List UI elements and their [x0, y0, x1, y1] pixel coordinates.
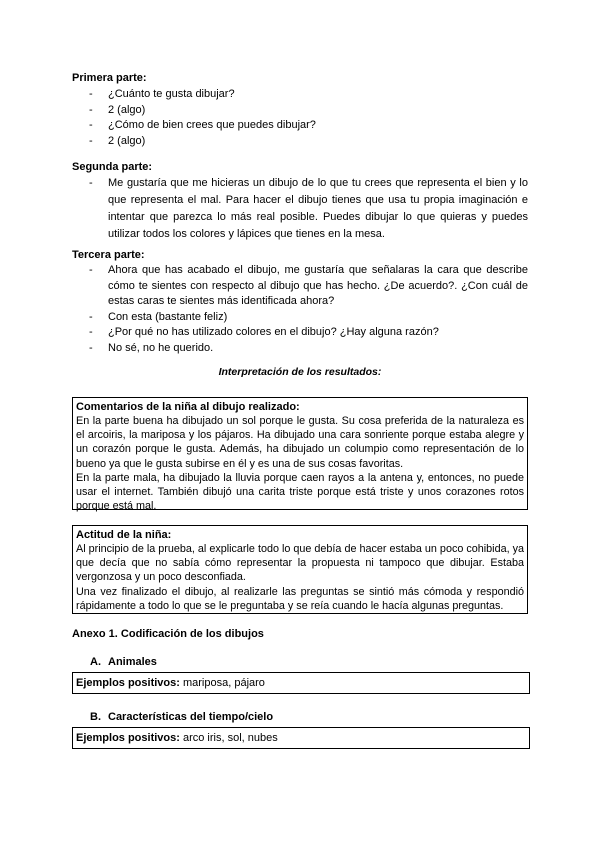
comentarios-title: Comentarios de la niña al dibujo realizado: [76, 401, 300, 413]
section-b-heading [90, 711, 273, 723]
comentarios-box [72, 397, 528, 513]
anexo-title: Anexo 1. Codificación de los dibujos [72, 628, 264, 640]
comentarios-paragraph-2: En la parte mala, ha dibujado la lluvia porque caen rayos a la antena y, entonces, no puede usar el internet. También dibujó una carita triste porque está triste y unos corazones rotos porque está mal. [76, 471, 524, 513]
primera-parte-list [72, 87, 528, 149]
list-item: - ¿Cómo de bien crees que puedes dibujar? [72, 118, 528, 134]
actitud-title: Actitud de la niña: [76, 529, 172, 541]
section-title: Características del tiempo/cielo [108, 711, 274, 723]
actitud-paragraph-2: Una vez finalizado el dibujo, al realizarle las preguntas se sintió más cómoda y respondió rápidamente a todo lo que se le preguntaba y se reía cuando le hacía algunas preguntas. [76, 585, 524, 612]
examples-value: mariposa, pájaro [179, 677, 265, 689]
list-item: - 2 (algo) [72, 134, 528, 150]
comentarios-paragraph-1: En la parte buena ha dibujado un sol porque le gusta. Su cosa preferida de la naturaleza es el arcoiris, la mariposa y los pájaros. Ha dibujado una cara sonriente porque estaba alegre y un corazón porque le gusta. Además, ha dibujado un columpio como representación de lo bueno ya que le gusta subirse en él y es una de sus cosas favoritas. [76, 415, 524, 470]
list-item: - Ahora que has acabado el dibujo, me gustaría que señalaras la cara que describe cómo te sientes con respecto al dibujo que has hecho. ¿De acuerdo?. ¿Con cuál de estas caras te sientes más identificada ahora? [72, 263, 528, 310]
list-item: - Con esta (bastante feliz) [72, 310, 528, 326]
primera-parte-heading: Primera parte: [72, 72, 147, 84]
actitud-paragraph-1: Al principio de la prueba, al explicarle todo lo que debía de hacer estaba un poco cohibida, ya que decía que no sabía cómo representar la propuesta ni tampoco que dibujar. Estaba vergonzosa y un poco desconfiada. [76, 543, 524, 584]
section-a-examples-box [72, 672, 530, 694]
interpretacion-title: Interpretación de los resultados: [218, 366, 382, 378]
list-item: - ¿Cuánto te gusta dibujar? [72, 87, 528, 103]
actitud-box [72, 525, 528, 614]
section-a-heading [90, 656, 157, 668]
section-title: Animales [108, 656, 157, 668]
examples-value: arco iris, sol, nubes [179, 732, 278, 744]
examples-label: Ejemplos positivos: [76, 677, 180, 689]
list-item: - ¿Por qué no has utilizado colores en el dibujo? ¿Hay alguna razón? [72, 325, 528, 341]
section-letter: A. [90, 656, 101, 668]
examples-label: Ejemplos positivos: [76, 732, 180, 744]
section-b-examples-box [72, 727, 530, 749]
segunda-parte-list [72, 175, 528, 243]
tercera-parte-heading: Tercera parte: [72, 249, 145, 261]
list-item: - 2 (algo) [72, 103, 528, 119]
segunda-parte-heading: Segunda parte: [72, 161, 153, 173]
section-letter: B. [90, 711, 101, 723]
tercera-parte-list [72, 263, 528, 356]
list-item: - Me gustaría que me hicieras un dibujo de lo que tu crees que representa el bien y lo que representa el mal. Para hacer el dibujo tienes que usa tu propia imaginación e intentar que parezca lo más real posible. Puedes dibujar lo que quieras y puedes utilizar todos los colores y lápices que tienes en la mesa. [72, 175, 528, 243]
list-item: - No sé, no he querido. [72, 341, 528, 357]
